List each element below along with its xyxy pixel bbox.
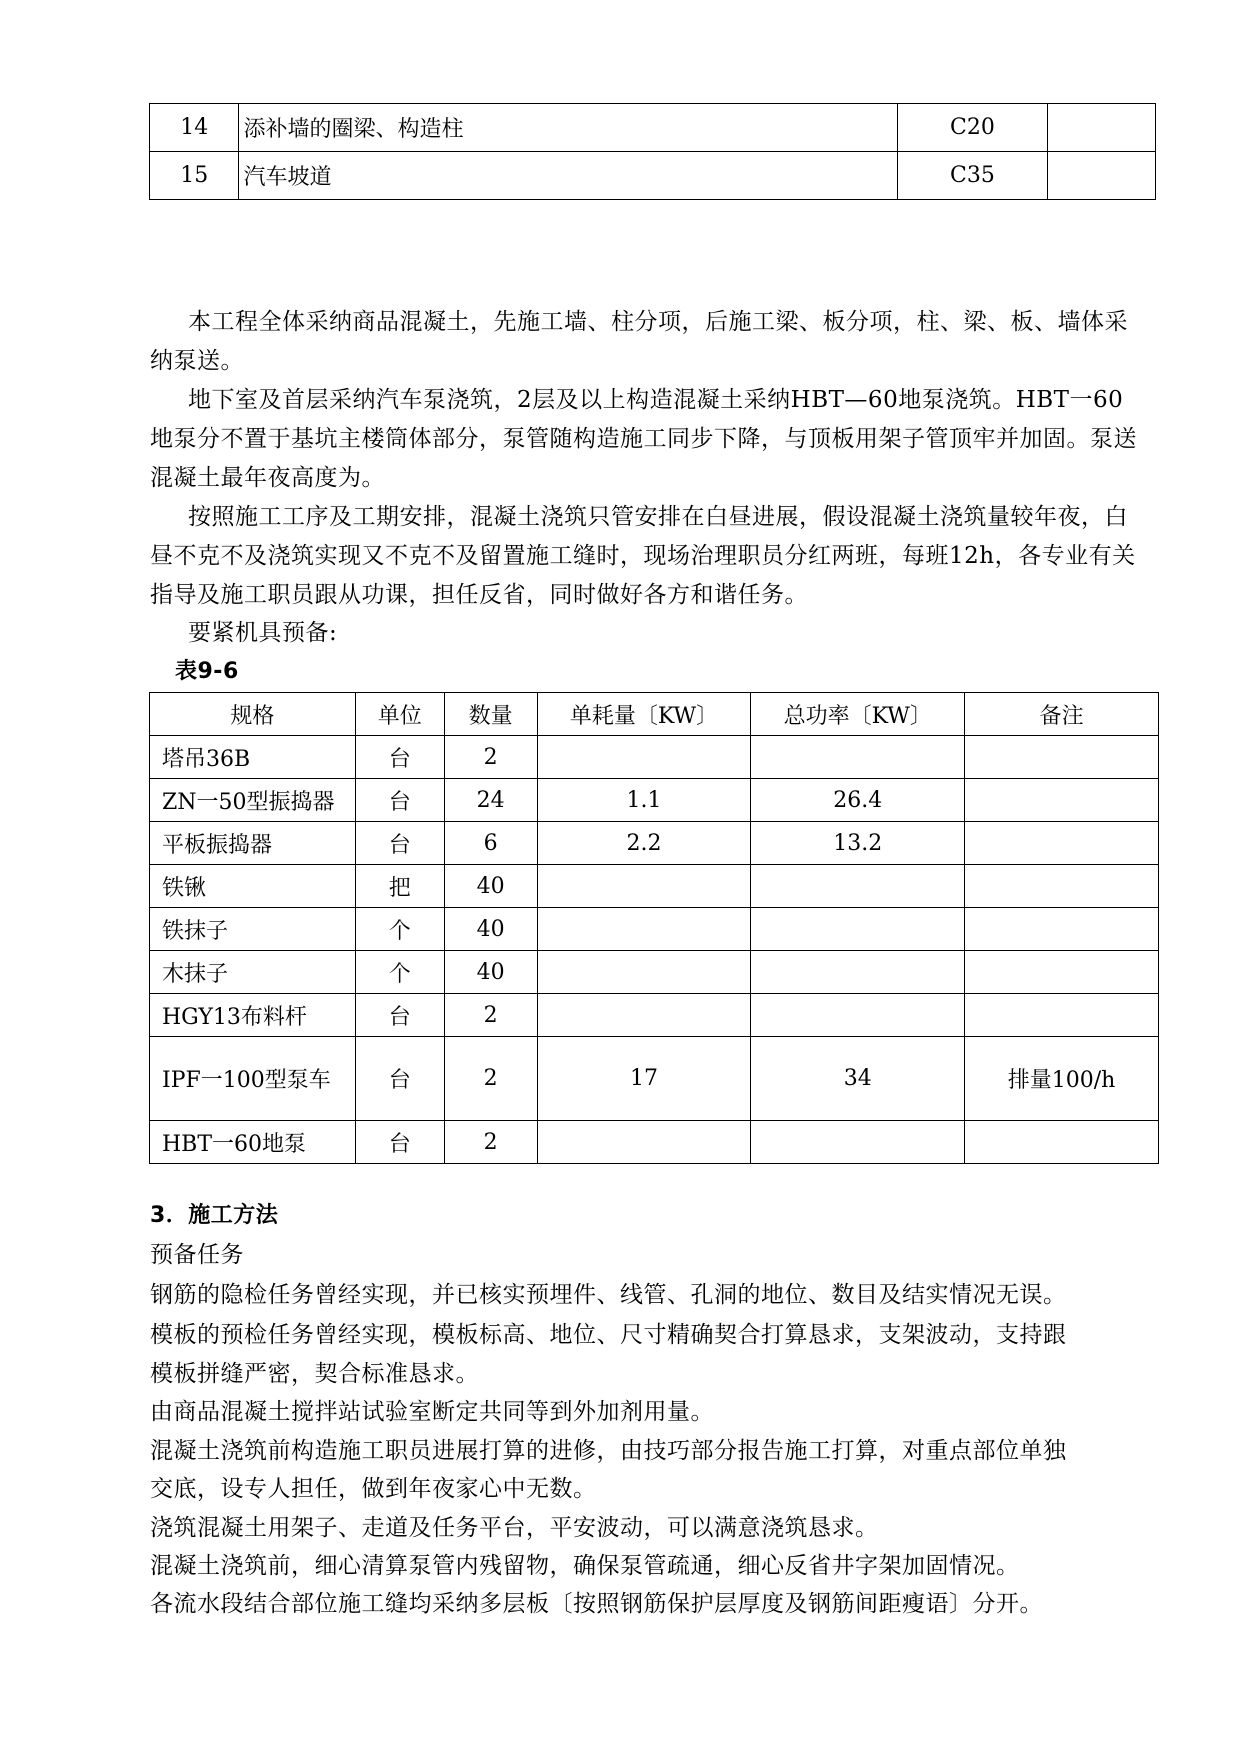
cell-total-power: 34: [751, 1037, 965, 1121]
paragraph-concrete-overview: 本工程全体采纳商品混凝土，先施工墙、柱分项，后施工梁、板分项，柱、梁、板、墙体采纳泵送。: [150, 309, 1128, 374]
section-line: 浇筑混凝土用架子、走道及任务平台，平安波动，可以满意浇筑恳求。: [150, 1515, 879, 1541]
cell-note: [965, 779, 1159, 822]
section-line: 混凝土浇筑前构造施工职员进展打算的进修，由技巧部分报告施工打算，对重点部位单独: [150, 1438, 1067, 1464]
row-note: [1047, 104, 1155, 152]
cell-spec: HBT一60地泵: [150, 1121, 356, 1164]
cell-total-power: [751, 951, 965, 994]
cell-qty: 24: [444, 779, 537, 822]
cell-note: [965, 822, 1159, 865]
cell-spec: HGY13布料杆: [150, 994, 356, 1037]
cell-note: [965, 865, 1159, 908]
header-unit: 单位: [355, 693, 444, 736]
cell-note: [965, 951, 1159, 994]
section-line: 各流水段结合部位施工缝均采纳多层板〔按照钢筋保护层厚度及钢筋间距瘦语〕分开。: [150, 1591, 1043, 1617]
table-row: [150, 152, 1156, 200]
cell-unit: 台: [355, 1121, 444, 1164]
table-row: [150, 1121, 1159, 1164]
row-note: [1047, 152, 1155, 200]
table-row: [150, 865, 1159, 908]
cell-spec: IPF一100型泵车: [150, 1037, 356, 1121]
cell-unit: 台: [355, 994, 444, 1037]
paragraph-schedule: 按照施工工序及工期安排，混凝土浇筑只管安排在白昼进展，假设混凝土浇筑量较年夜，白昼不克不及浇筑实现又不克不及留置施工缝时，现场治理职员分红两班，每班12h，各专业有关指导及施工职员跟从功课，担任反省，同时做好各方和谐任务。: [150, 504, 1136, 608]
table-row: [150, 908, 1159, 951]
cell-unit-power: [537, 951, 751, 994]
cell-total-power: [751, 994, 965, 1037]
section-line: 预备任务: [150, 1242, 244, 1268]
cell-spec: 木抹子: [150, 951, 356, 994]
cell-unit: 台: [355, 1037, 444, 1121]
cell-total-power: [751, 736, 965, 779]
cell-unit: 台: [355, 822, 444, 865]
equipment-table: [149, 692, 1159, 1164]
row-item: 添补墙的圈梁、构造柱: [239, 104, 897, 152]
section-line: 模板的预检任务曾经实现，模板标高、地位、尺寸精确契合打算恳求，支架波动，支持跟: [150, 1322, 1067, 1348]
cell-spec: 塔吊36B: [150, 736, 356, 779]
cell-note: [965, 736, 1159, 779]
table-caption: 表9-6: [175, 659, 239, 684]
cell-total-power: [751, 1121, 965, 1164]
cell-qty: 6: [444, 822, 537, 865]
cell-unit: 台: [355, 736, 444, 779]
section-line: 交底，设专人担任，做到年夜家心中无数。: [150, 1476, 597, 1502]
cell-unit: 个: [355, 951, 444, 994]
table-row: [150, 994, 1159, 1037]
cell-unit: 把: [355, 865, 444, 908]
table-row: [150, 104, 1156, 152]
cell-unit: 个: [355, 908, 444, 951]
cell-spec: 平板振捣器: [150, 822, 356, 865]
cell-qty: 40: [444, 865, 537, 908]
section-line: 混凝土浇筑前，细心清算泵管内残留物，确保泵管疏通，细心反省井字架加固情况。: [150, 1553, 1020, 1579]
cell-total-power: [751, 865, 965, 908]
cell-unit-power: [537, 736, 751, 779]
header-note: 备注: [965, 693, 1159, 736]
header-total-power: 总功率〔KW〕: [751, 693, 965, 736]
section-line: 模板拼缝严密，契合标准恳求。: [150, 1361, 479, 1387]
header-qty: 数量: [444, 693, 537, 736]
cell-unit-power: [537, 994, 751, 1037]
row-grade: C20: [897, 104, 1047, 152]
section-line: 由商品混凝土搅拌站试验室断定共同等到外加剂用量。: [150, 1399, 714, 1425]
table-row: [150, 1037, 1159, 1121]
cell-qty: 2: [444, 1121, 537, 1164]
cell-unit-power: 17: [537, 1037, 751, 1121]
section-heading: 3．施工方法: [150, 1203, 279, 1228]
cell-note: [965, 994, 1159, 1037]
concrete-grade-table: [149, 103, 1156, 200]
cell-unit-power: 1.1: [537, 779, 751, 822]
table-row: [150, 951, 1159, 994]
table-row: [150, 779, 1159, 822]
header-unit-power: 单耗量〔KW〕: [537, 693, 751, 736]
row-number: 15: [150, 152, 239, 200]
cell-note: [965, 908, 1159, 951]
cell-total-power: 13.2: [751, 822, 965, 865]
table-row: [150, 736, 1159, 779]
cell-qty: 2: [444, 736, 537, 779]
table-row: [150, 822, 1159, 865]
paragraph-pump-method: 地下室及首层采纳汽车泵浇筑，2层及以上构造混凝土采纳HBT—60地泵浇筑。HBT一60地泵分不置于基坑主楼筒体部分，泵管随构造施工同步下降，与顶板用架子管顶牢并加固。泵送混凝土最年夜高度为。: [150, 387, 1137, 491]
cell-note: 排量100/h: [965, 1037, 1159, 1121]
row-grade: C35: [897, 152, 1047, 200]
cell-spec: 铁抹子: [150, 908, 356, 951]
cell-spec: 铁锹: [150, 865, 356, 908]
cell-qty: 2: [444, 994, 537, 1037]
cell-unit-power: [537, 908, 751, 951]
row-item: 汽车坡道: [239, 152, 897, 200]
cell-unit-power: [537, 1121, 751, 1164]
cell-spec: ZN一50型振捣器: [150, 779, 356, 822]
header-spec: 规格: [150, 693, 356, 736]
paragraph-equipment-intro: 要紧机具预备:: [188, 620, 338, 646]
cell-qty: 2: [444, 1037, 537, 1121]
row-number: 14: [150, 104, 239, 152]
cell-total-power: 26.4: [751, 779, 965, 822]
cell-total-power: [751, 908, 965, 951]
cell-unit-power: 2.2: [537, 822, 751, 865]
cell-qty: 40: [444, 908, 537, 951]
cell-unit-power: [537, 865, 751, 908]
cell-note: [965, 1121, 1159, 1164]
cell-qty: 40: [444, 951, 537, 994]
section-line: 钢筋的隐检任务曾经实现，并已核实预埋件、线管、孔洞的地位、数目及结实情况无误。: [150, 1282, 1067, 1308]
cell-unit: 台: [355, 779, 444, 822]
table-header-row: [150, 693, 1159, 736]
